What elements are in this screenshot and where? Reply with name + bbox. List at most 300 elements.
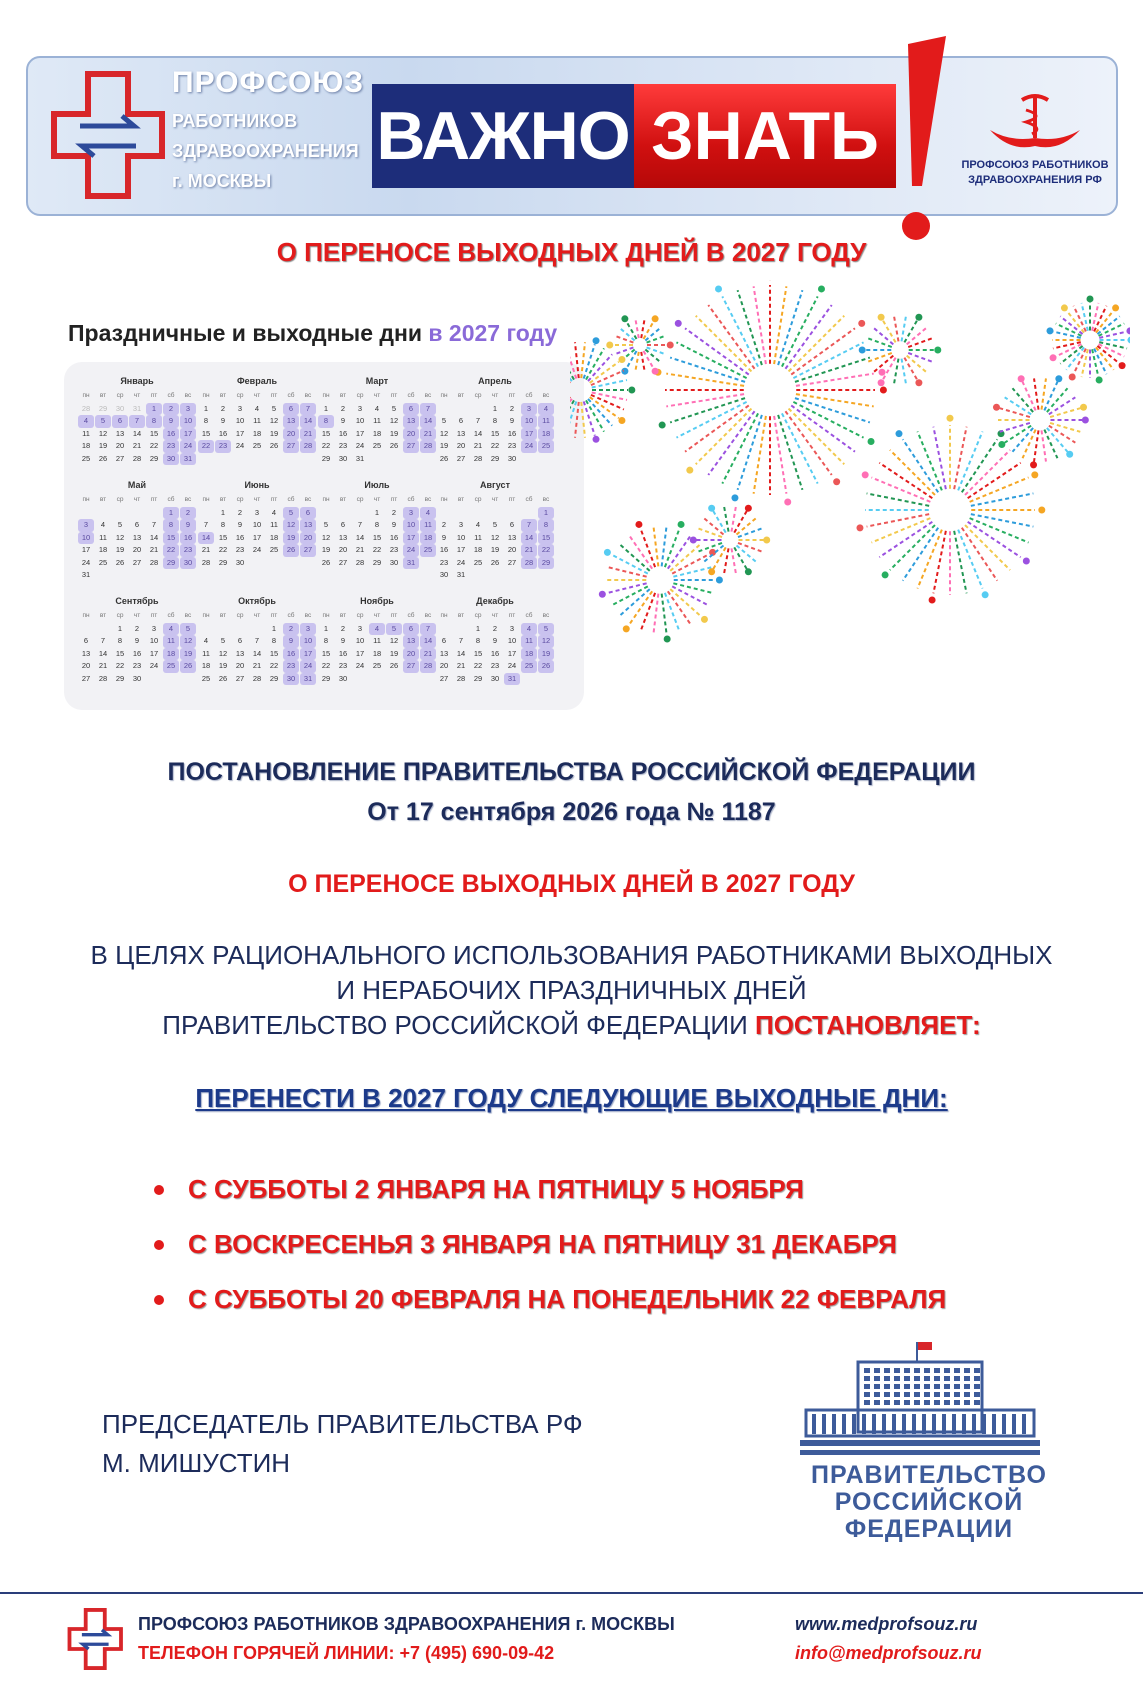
union-name-big: ПРОФСОЮЗ	[172, 66, 365, 99]
calendar-title	[68, 320, 557, 347]
calendar-day: 7	[458, 636, 464, 645]
calendar-day: 18	[252, 428, 262, 438]
calendar-day: 23	[235, 545, 245, 554]
calendar-day: 17	[521, 428, 537, 441]
calendar-day: 19	[283, 532, 299, 545]
calendar-weekday: вс	[424, 496, 432, 503]
calendar-day: 15	[538, 532, 554, 545]
calendar-day: 5	[95, 415, 111, 428]
calendar-weekday: вт	[339, 496, 347, 503]
calendar-day: 16	[180, 532, 196, 545]
calendar-day: 19	[321, 545, 331, 554]
calendar-month-grid	[318, 390, 436, 465]
calendar-day: 5	[180, 623, 196, 636]
calendar-month-name: Март	[365, 376, 389, 386]
calendar-day: 5	[323, 520, 329, 529]
calendar-day: 2	[509, 403, 515, 413]
top-title: О ПЕРЕНОСЕ ВЫХОДНЫХ ДНЕЙ В 2027 ГОДУ	[276, 237, 867, 267]
calendar-day	[521, 453, 537, 466]
footer-divider	[0, 1592, 1143, 1594]
footer-contacts	[138, 1610, 675, 1668]
calendar-day: 1	[271, 623, 277, 633]
calendar-month	[436, 376, 554, 465]
calendar-weekday: ср	[356, 612, 364, 619]
calendar-weekday: чт	[133, 392, 141, 399]
footer-hotline[interactable]: ТЕЛЕФОН ГОРЯЧЕЙ ЛИНИИ: +7 (495) 690-09-42	[138, 1643, 555, 1663]
calendar-day: 30	[490, 673, 500, 683]
calendar-day: 16	[218, 428, 228, 438]
transfer-item: С СУББОТЫ 20 ФЕВРАЛЯ НА ПОНЕДЕЛЬНИК 22 ФЕВРАЛЯ	[150, 1278, 946, 1333]
calendar-weekday: сб	[407, 496, 415, 503]
calendar-day: 25	[163, 660, 179, 673]
calendar-month-name: Декабрь	[476, 596, 514, 606]
calendar-day: 8	[318, 415, 334, 428]
calendar-day	[249, 557, 265, 570]
calendar-day: 11	[373, 636, 381, 645]
calendar-day	[487, 507, 503, 520]
calendar-day: 1	[323, 623, 329, 633]
calendar-day: 8	[323, 636, 329, 645]
calendar-weekday: пн	[202, 392, 210, 399]
calendar-day	[78, 623, 94, 636]
calendar-day	[420, 673, 436, 686]
decree-subject: О ПЕРЕНОСЕ ВЫХОДНЫХ ДНЕЙ В 2027 ГОДУ	[288, 870, 855, 898]
calendar-day: 9	[180, 519, 196, 532]
calendar-day: 14	[149, 532, 159, 542]
calendar-day: 7	[151, 520, 157, 529]
calendar-day	[300, 557, 316, 570]
calendar-day: 26	[321, 557, 331, 567]
calendar-day	[521, 673, 537, 686]
calendar-day: 26	[283, 544, 299, 557]
firework-burst	[654, 280, 886, 506]
calendar-month	[318, 596, 436, 685]
calendar-month-name: Январь	[120, 376, 154, 386]
calendar-month-grid	[436, 494, 554, 582]
calendar-day: 19	[115, 545, 125, 554]
calendar-month	[78, 596, 196, 685]
calendar-day: 30	[338, 453, 348, 463]
calendar-weekday: чт	[253, 392, 261, 399]
calendar-day: 6	[283, 403, 299, 416]
calendar-day: 17	[355, 648, 365, 658]
calendar-day: 8	[117, 636, 123, 645]
calendar-day: 23	[283, 660, 299, 673]
calendar-day: 10	[78, 532, 94, 545]
firework-burst	[856, 415, 1045, 604]
calendar-day	[95, 623, 111, 636]
calendar-day: 27	[300, 544, 316, 557]
calendar-day: 15	[473, 648, 483, 658]
calendar-day: 28	[456, 673, 466, 683]
calendar-day: 12	[321, 532, 331, 542]
calendar-weekday: ср	[116, 392, 124, 399]
calendar-day	[352, 673, 368, 686]
calendar-month-grid	[198, 610, 316, 685]
calendar-day: 25	[372, 441, 382, 450]
calendar-day: 5	[441, 416, 447, 425]
calendar-weekday: пт	[390, 496, 398, 503]
calendar-day: 27	[235, 673, 245, 683]
calendar-day: 17	[149, 648, 159, 658]
calendar-day: 19	[490, 545, 500, 554]
calendar-day	[95, 569, 111, 582]
calendar-day	[112, 507, 128, 520]
important-left-label: ВАЖНО	[372, 84, 634, 188]
calendar-weekday: пн	[82, 392, 90, 399]
calendar-day: 28	[81, 403, 91, 413]
calendar-day: 30	[132, 673, 142, 683]
calendar-weekday: пн	[202, 496, 210, 503]
calendar-day: 18	[81, 441, 91, 450]
calendar-day: 30	[163, 453, 179, 466]
calendar-day: 17	[252, 532, 262, 542]
calendar-day: 20	[81, 661, 91, 670]
calendar-day: 18	[420, 532, 436, 545]
government-caption-line: РОССИЙСКОЙ	[834, 1488, 1024, 1516]
signer-name: М. МИШУСТИН	[102, 1448, 291, 1478]
calendar-day: 3	[509, 623, 515, 633]
footer-email-link[interactable]: info@medprofsouz.ru	[795, 1643, 982, 1663]
calendar-day: 22	[115, 661, 125, 670]
calendar-day: 26	[490, 557, 500, 567]
calendar-day: 23	[132, 661, 142, 670]
calendar-day: 17	[507, 648, 517, 658]
intro-line: В ЦЕЛЯХ РАЦИОНАЛЬНОГО ИСПОЛЬЗОВАНИЯ РАБОТНИКАМИ ВЫХОДНЫХ	[90, 940, 1053, 970]
calendar-day: 26	[389, 441, 399, 450]
calendar-day: 16	[235, 532, 245, 542]
calendar-day: 12	[490, 532, 500, 542]
calendar-day: 11	[538, 415, 554, 428]
calendar-weekday: ср	[116, 496, 124, 503]
calendar-weekday: пн	[440, 496, 448, 503]
calendar-day: 7	[300, 403, 316, 416]
calendar-weekday: вт	[457, 392, 465, 399]
calendar-day: 23	[490, 661, 500, 670]
calendar-day: 9	[509, 416, 515, 425]
calendar-day	[369, 453, 385, 466]
calendar-day: 31	[355, 453, 365, 463]
calendar-day	[318, 507, 334, 520]
calendar-day: 31	[132, 403, 142, 413]
calendar-day: 15	[163, 532, 179, 545]
calendar-day	[420, 557, 436, 570]
calendar-weekday: чт	[133, 612, 141, 619]
calendar-day: 12	[439, 428, 449, 438]
decree-date: От 17 сентября 2026 года № 1187	[367, 798, 776, 826]
signer-title: ПРЕДСЕДАТЕЛЬ ПРАВИТЕЛЬСТВА РФ	[102, 1409, 583, 1439]
calendar-day	[335, 507, 351, 520]
calendar-day: 1	[220, 507, 226, 517]
calendar-day: 14	[252, 648, 262, 658]
calendar-weekday: вс	[184, 392, 192, 399]
calendar-day: 24	[507, 661, 517, 670]
calendar-day: 4	[163, 623, 179, 636]
calendar-day: 20	[338, 545, 348, 554]
calendar-day: 4	[271, 507, 277, 517]
calendar-day: 5	[538, 623, 554, 636]
calendar-day: 6	[112, 415, 128, 428]
calendar-day: 24	[456, 557, 466, 567]
calendar-day: 10	[355, 416, 365, 425]
calendar-day: 2	[283, 623, 299, 636]
calendar-day: 2	[340, 623, 346, 633]
calendar-day: 21	[201, 545, 211, 554]
calendar-day: 10	[456, 532, 466, 542]
calendar-day: 4	[100, 520, 106, 529]
union-name-line: РАБОТНИКОВ	[172, 111, 298, 131]
calendar-day: 23	[338, 661, 348, 670]
calendar-weekday: ср	[474, 612, 482, 619]
caduceus-hands-icon	[980, 90, 1090, 152]
calendar-day: 26	[218, 673, 228, 683]
calendar-day: 11	[420, 519, 436, 532]
calendar-day: 8	[492, 416, 498, 425]
calendar-day: 10	[300, 635, 316, 648]
calendar-weekday: пт	[270, 392, 278, 399]
calendar-weekday: ср	[474, 496, 482, 503]
calendar-day: 25	[269, 545, 279, 554]
calendar-day	[386, 673, 402, 686]
calendar-day: 20	[300, 532, 316, 545]
calendar-day: 28	[149, 557, 159, 567]
calendar-weekday: вс	[304, 496, 312, 503]
calendar-day: 20	[456, 441, 466, 450]
calendar-month-grid	[318, 610, 436, 685]
calendar-day	[504, 569, 520, 582]
calendar-day: 24	[403, 544, 419, 557]
calendar-day	[146, 673, 162, 686]
calendar-day: 19	[439, 441, 449, 450]
calendar-day: 22	[198, 440, 214, 453]
calendar-month	[78, 376, 196, 465]
calendar-weekday: вс	[542, 392, 550, 399]
calendar-day	[146, 507, 162, 520]
calendar-day: 2	[220, 403, 226, 413]
calendar-day: 13	[403, 635, 419, 648]
calendar-weekday: сб	[167, 612, 175, 619]
calendar-weekday: пн	[82, 612, 90, 619]
calendar-day: 26	[269, 441, 279, 450]
calendar-day: 10	[180, 415, 196, 428]
calendar-day	[453, 507, 469, 520]
calendar-day: 19	[538, 648, 554, 661]
calendar-day: 17	[180, 428, 196, 441]
calendar-day: 31	[456, 570, 466, 579]
calendar-day: 21	[456, 661, 466, 670]
calendar-day: 25	[252, 441, 262, 450]
calendar-day: 29	[321, 453, 331, 463]
calendar-weekday: вс	[184, 612, 192, 619]
calendar-day: 11	[270, 520, 278, 529]
calendar-day: 12	[98, 428, 108, 438]
calendar-day: 2	[492, 623, 498, 633]
calendar-day: 9	[492, 636, 498, 645]
calendar-day: 16	[389, 532, 399, 542]
calendar-month-grid	[78, 494, 196, 582]
calendar-day: 13	[300, 519, 316, 532]
calendar-day: 10	[252, 520, 262, 529]
calendar-day: 27	[115, 453, 125, 463]
calendar-day: 14	[456, 648, 466, 658]
transfer-item: С ВОСКРЕСЕНЬЯ 3 ЯНВАРЯ НА ПЯТНИЦУ 31 ДЕКАБРЯ	[150, 1223, 946, 1278]
firework-burst	[570, 337, 635, 443]
calendar-weekday: сб	[167, 496, 175, 503]
calendar-day: 11	[373, 416, 381, 425]
calendar-day: 13	[283, 415, 299, 428]
calendar-day: 3	[521, 403, 537, 416]
calendar-weekday: сб	[525, 612, 533, 619]
calendar-day: 13	[439, 648, 449, 658]
calendar-day: 27	[507, 557, 517, 567]
calendar-day: 18	[269, 532, 279, 542]
calendar-day: 7	[254, 636, 260, 645]
calendar-day: 5	[492, 520, 498, 529]
calendar-day: 9	[441, 532, 447, 542]
calendar-day: 7	[100, 636, 106, 645]
calendar-day: 10	[507, 636, 517, 645]
calendar-day: 21	[420, 648, 436, 661]
calendar-day: 14	[420, 635, 436, 648]
calendar-day: 6	[134, 520, 140, 529]
calendar-day: 4	[521, 623, 537, 636]
calendar-day: 3	[237, 403, 243, 413]
calendar-day: 4	[475, 520, 481, 529]
calendar-day: 7	[420, 623, 436, 636]
calendar-day: 25	[98, 557, 108, 567]
calendar-day: 24	[355, 441, 365, 450]
calendar-day	[436, 403, 452, 416]
calendar-day	[369, 673, 385, 686]
calendar-day: 27	[338, 557, 348, 567]
footer-org: ПРОФСОЮЗ РАБОТНИКОВ ЗДРАВООХРАНЕНИЯ г. МОСКВЫ	[138, 1614, 675, 1634]
calendar-day: 14	[98, 648, 108, 658]
calendar-day: 4	[78, 415, 94, 428]
calendar-day: 27	[132, 557, 142, 567]
calendar-day	[112, 569, 128, 582]
calendar-weekday: чт	[373, 612, 381, 619]
calendar-day: 13	[132, 532, 142, 542]
calendar-day: 24	[300, 660, 316, 673]
calendar-day: 10	[235, 416, 245, 425]
calendar-day: 4	[374, 403, 380, 413]
calendar-day	[521, 569, 537, 582]
calendar-day	[470, 507, 486, 520]
calendar-day: 29	[538, 557, 554, 570]
calendar-day: 2	[441, 520, 447, 529]
calendar-day: 3	[403, 507, 419, 520]
calendar-weekday: ср	[116, 612, 124, 619]
calendar-day: 21	[420, 428, 436, 441]
footer-website-link[interactable]: www.medprofsouz.ru	[795, 1614, 978, 1634]
calendar-day: 30	[338, 673, 348, 683]
calendar-day: 25	[372, 661, 382, 670]
calendar-day: 28	[420, 660, 436, 673]
calendar-day: 9	[340, 636, 346, 645]
calendar-day: 1	[323, 403, 329, 413]
calendar-day: 18	[201, 661, 211, 670]
calendar-day: 31	[504, 673, 520, 686]
calendar-day: 28	[355, 557, 365, 567]
calendar-day: 2	[180, 507, 196, 520]
calendar-day: 5	[283, 507, 299, 520]
calendar-day: 14	[132, 428, 142, 438]
calendar-day: 17	[355, 428, 365, 438]
calendar-day: 15	[490, 428, 500, 438]
calendar-weekday: вт	[457, 612, 465, 619]
firework-burst	[993, 375, 1089, 468]
calendar-day: 5	[220, 636, 226, 645]
calendar-day: 29	[321, 673, 331, 683]
calendar-weekday: чт	[253, 496, 261, 503]
calendar-day: 29	[149, 453, 159, 463]
important-right-label: ЗНАТЬ	[634, 84, 896, 188]
calendar-day: 23	[389, 545, 399, 554]
calendar-day: 22	[269, 661, 279, 670]
calendar-day: 18	[521, 648, 537, 661]
calendar-weekday: вт	[219, 496, 227, 503]
calendar-day: 7	[420, 403, 436, 416]
calendar-day: 21	[132, 441, 142, 450]
calendar-day: 12	[389, 416, 399, 425]
calendar-day: 3	[300, 623, 316, 636]
calendar-day: 24	[81, 557, 91, 567]
calendar-month-name: Август	[480, 480, 510, 490]
calendar-day: 29	[473, 673, 483, 683]
calendar-weekday: вт	[339, 612, 347, 619]
calendar-day: 24	[252, 545, 262, 554]
calendar-day: 9	[134, 636, 140, 645]
calendar-month	[436, 596, 554, 685]
calendar-weekday: вс	[424, 612, 432, 619]
calendar-weekday: ср	[356, 496, 364, 503]
calendar-day: 7	[357, 520, 363, 529]
calendar-day: 18	[538, 428, 554, 441]
union-name-line: г. МОСКВЫ	[172, 171, 272, 191]
calendar-day	[504, 507, 520, 520]
calendar-day: 11	[82, 428, 90, 438]
calendar-weekday: чт	[491, 392, 499, 399]
calendar-day: 15	[321, 428, 331, 438]
medical-cross-logo-icon	[50, 70, 165, 200]
calendar-day: 28	[521, 557, 537, 570]
calendar-day: 1	[492, 403, 498, 413]
calendar-day: 13	[235, 648, 245, 658]
calendar-day: 30	[115, 403, 125, 413]
calendar-day: 15	[269, 648, 279, 658]
calendar-day: 26	[180, 660, 196, 673]
calendar-day: 10	[521, 415, 537, 428]
calendar-day: 8	[374, 520, 380, 529]
calendar-day: 27	[439, 673, 449, 683]
calendar-day: 16	[439, 545, 449, 554]
calendar-day: 28	[98, 673, 108, 683]
calendar-day: 23	[163, 440, 179, 453]
calendar-day: 4	[538, 403, 554, 416]
calendar-weekday: ср	[236, 612, 244, 619]
calendar-day: 6	[441, 636, 447, 645]
calendar-weekday: чт	[373, 496, 381, 503]
calendar-day: 29	[269, 673, 279, 683]
calendar-day: 7	[129, 415, 145, 428]
calendar-weekday: пн	[322, 496, 330, 503]
calendar-day: 26	[439, 453, 449, 463]
calendar-day: 24	[355, 661, 365, 670]
calendar-day: 4	[369, 623, 385, 636]
calendar-day: 30	[180, 557, 196, 570]
calendar-day: 8	[163, 519, 179, 532]
calendar-day: 27	[81, 673, 91, 683]
